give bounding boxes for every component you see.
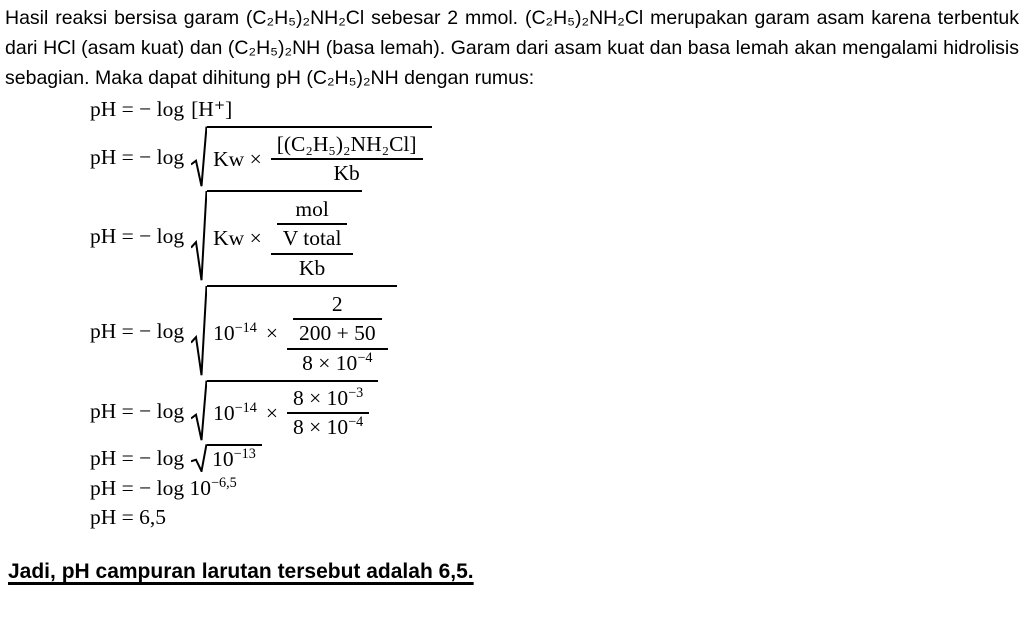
formula-body: [H⁺] xyxy=(191,97,233,121)
sqrt-radical-icon xyxy=(191,380,207,442)
exponent: −4 xyxy=(357,349,373,366)
fraction-denominator: Kb xyxy=(333,161,360,185)
fraction-denominator: $8 \times 10^{-4}$ xyxy=(292,413,364,439)
fraction xyxy=(271,195,354,282)
inner-fraction xyxy=(277,196,348,252)
inner-fraction-denominator: 200 + 50 xyxy=(298,321,376,345)
fraction-numerator xyxy=(271,195,354,253)
sqrt-expression xyxy=(191,444,262,472)
fraction-denominator: Kb xyxy=(298,256,326,280)
sqrt-expression xyxy=(191,285,396,378)
sqrt-expression xyxy=(191,380,378,442)
inner-fraction xyxy=(293,291,382,347)
sqrt-expression xyxy=(191,126,431,188)
fraction xyxy=(287,290,388,377)
formula-lead: pH = − log xyxy=(90,319,185,343)
sqrt-radical-icon xyxy=(191,444,207,472)
inner-fraction-denominator: V total xyxy=(282,226,342,250)
result-power: $10^{-13}$ xyxy=(212,445,256,471)
inner-fraction-numerator: 2 xyxy=(331,292,343,316)
inner-fraction-numerator: mol xyxy=(295,197,329,221)
formula-lead: pH = − log xyxy=(90,445,185,470)
sqrt-radical-icon xyxy=(191,285,207,378)
exponent: −14 xyxy=(234,399,257,416)
times-sign: × xyxy=(265,321,278,345)
formula-ph-log-h xyxy=(90,97,1019,122)
formula-lead: pH = − log xyxy=(90,97,185,121)
sqrt-factor: Kw × xyxy=(213,146,262,171)
kw-value: $10^{-14}$ xyxy=(213,399,257,425)
formula-sqrt-simplified xyxy=(90,380,1019,442)
formula-ph-value: pH = 6,5 xyxy=(90,505,167,529)
formula-sqrt-numeric xyxy=(90,285,1019,378)
sqrt-radical-icon xyxy=(191,126,207,188)
fraction xyxy=(271,131,423,187)
fraction-denominator: $8 \times 10^{-4}$ xyxy=(302,349,373,375)
formula-log-result xyxy=(90,476,1019,501)
formula-lead: pH = − log xyxy=(90,398,185,423)
exponent: −3 xyxy=(348,384,364,401)
formula-sqrt-result xyxy=(90,444,1019,472)
fraction-numerator: $8 \times 10^{-3}$ xyxy=(292,384,364,410)
intro-paragraph: Hasil reaksi bersisa garam (C₂H₅)₂NH₂Cl sebesar 2 mmol. (C₂H₅)₂NH₂Cl merupakan garam asam karena terbentuk dari HCl (asam kuat) dan (C₂H₅)₂NH (basa lemah). Garam dari asam kuat dan basa lemah akan mengalami hidrolisis sebagian. Maka dapat dihitung pH (C₂H₅)₂NH dengan rumus: xyxy=(5,7,1019,89)
formula-sqrt-kw-salt xyxy=(90,126,1019,188)
sqrt-factor: Kw × xyxy=(213,226,262,250)
exponent: −13 xyxy=(233,445,256,462)
sqrt-radical-icon xyxy=(191,190,207,283)
fraction-numerator xyxy=(287,290,388,348)
kw-value: $10^{-14}$ xyxy=(213,319,257,345)
conclusion-text: Jadi, pH campuran larutan tersebut adalah 6,5. xyxy=(8,560,474,583)
exponent: −14 xyxy=(234,319,257,336)
exponent: −4 xyxy=(348,413,364,430)
formula-lead: pH = − log xyxy=(90,144,185,169)
sqrt-expression xyxy=(191,190,362,283)
times-sign: × xyxy=(265,400,278,425)
formula-sqrt-mol-vtotal xyxy=(90,190,1019,283)
fraction xyxy=(287,385,369,441)
formula-lead: pH = − log xyxy=(90,224,185,248)
fraction-numerator: [(C₂H₅)₂NH₂Cl] xyxy=(276,132,417,156)
formula-body: pH = − $\log 10^{-6,5}$ xyxy=(90,474,237,500)
exponent: −6,5 xyxy=(211,474,237,491)
